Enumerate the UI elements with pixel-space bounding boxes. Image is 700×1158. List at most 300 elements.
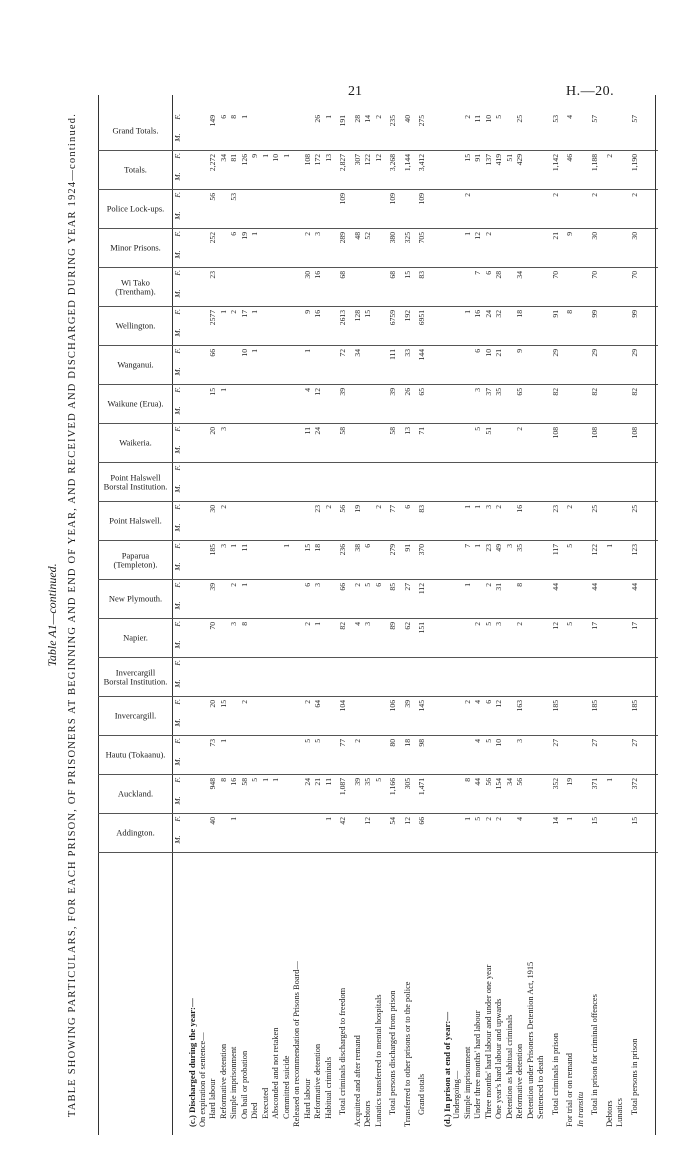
row-label: Total in prison for criminal offences xyxy=(590,994,599,1115)
value-cell: 185 xyxy=(208,544,217,556)
value-cell: 6 xyxy=(402,505,412,509)
value-cell: 15 xyxy=(462,154,472,162)
value-cell: 2 xyxy=(462,193,472,197)
row-label: On expiration of sentence— xyxy=(197,1032,207,1127)
row-label: Reformative detention xyxy=(313,1043,322,1119)
value-cell: 6 xyxy=(483,271,493,275)
value-cell: 16 xyxy=(313,271,322,279)
row-label: Total persons discharged from prison xyxy=(388,990,397,1115)
value-cell: 149 xyxy=(208,115,217,127)
value-cell: 39 xyxy=(352,778,362,786)
value-cell: 25 xyxy=(590,505,599,513)
column-header: Hautu (Tokaanu). xyxy=(105,750,166,761)
value-cell: 16 xyxy=(515,505,524,513)
value-cell: 151 xyxy=(417,622,426,634)
value-cell: 191 xyxy=(338,115,347,127)
sex-subheader: F. xyxy=(173,270,182,276)
value-cell: 82 xyxy=(590,388,599,396)
value-cell: 44 xyxy=(473,778,482,786)
sex-subheader: F. xyxy=(173,660,182,666)
value-cell: 289 xyxy=(338,232,347,244)
value-cell: 137 xyxy=(483,154,493,166)
value-cell: 8 xyxy=(565,310,574,314)
row-label: Lunatics transferred to mental hospitals xyxy=(373,994,383,1127)
value-cell: 23 xyxy=(208,271,217,279)
value-cell: 2 xyxy=(515,427,524,431)
value-cell: 2 xyxy=(373,115,383,119)
sex-subheader: M. xyxy=(173,250,182,259)
value-cell: 16 xyxy=(473,310,482,318)
value-cell: 72 xyxy=(338,349,347,357)
value-cell: 17 xyxy=(239,310,249,318)
value-cell: 51 xyxy=(483,427,493,435)
row-label: Hard labour xyxy=(208,1078,217,1119)
value-cell: 38 xyxy=(352,544,362,552)
value-cell: 27 xyxy=(590,739,599,747)
value-cell: 123 xyxy=(629,544,639,556)
value-cell: 34 xyxy=(504,778,514,786)
value-cell: 1 xyxy=(260,154,270,158)
sex-subheader: M. xyxy=(173,172,182,181)
value-cell: 5 xyxy=(483,622,493,626)
value-cell: 65 xyxy=(417,388,426,396)
value-cell: 71 xyxy=(417,427,426,435)
value-cell: 12 xyxy=(363,817,372,825)
page-number: 21 xyxy=(348,84,362,99)
value-cell: 19 xyxy=(239,232,249,240)
value-cell: 30 xyxy=(302,271,312,279)
value-cell: 128 xyxy=(352,310,362,322)
value-cell: 6 xyxy=(473,349,482,353)
value-cell: 3 xyxy=(515,739,524,743)
column-header: Waikune (Erua). xyxy=(107,399,164,410)
value-cell: 6 xyxy=(363,544,372,548)
value-cell: 3 xyxy=(218,544,228,548)
value-cell: 27 xyxy=(629,739,639,747)
value-cell: 372 xyxy=(629,778,639,790)
value-cell: 419 xyxy=(494,154,503,166)
value-cell: 2 xyxy=(323,505,333,509)
column-header: Addington. xyxy=(116,828,155,839)
value-cell: 12 xyxy=(313,388,322,396)
sex-subheader: M. xyxy=(173,289,182,298)
value-cell: 2 xyxy=(462,115,472,119)
value-cell: 2577 xyxy=(208,310,217,326)
value-cell: 34 xyxy=(515,271,524,279)
value-cell: 1,087 xyxy=(338,778,347,796)
value-cell: 2 xyxy=(302,232,312,236)
value-cell: 2 xyxy=(229,310,238,314)
value-cell: 11 xyxy=(302,427,312,435)
sex-subheader: M. xyxy=(173,484,182,493)
value-cell: 109 xyxy=(417,193,426,205)
value-cell: 8 xyxy=(229,115,238,119)
sex-subheader: M. xyxy=(173,328,182,337)
row-label: Total criminals in prison xyxy=(550,1033,560,1115)
value-cell: 24 xyxy=(313,427,322,435)
value-cell: 10 xyxy=(494,739,503,747)
value-cell: 33 xyxy=(402,349,412,357)
value-cell: 3 xyxy=(313,583,322,587)
value-cell: 13 xyxy=(323,154,333,162)
row-label: Three months' hard labour and under one year xyxy=(483,964,493,1119)
value-cell: 83 xyxy=(417,505,426,513)
column-header: Wi Tako (Trentham). xyxy=(115,277,156,297)
column-header: Wellington. xyxy=(115,321,156,332)
value-cell: 2613 xyxy=(338,310,347,326)
row-label: Total persons in prison xyxy=(629,1038,639,1115)
value-cell: 380 xyxy=(388,232,397,244)
value-cell: 19 xyxy=(352,505,362,513)
value-cell: 12 xyxy=(494,700,503,708)
value-cell: 82 xyxy=(550,388,560,396)
value-cell: 6 xyxy=(373,583,383,587)
value-cell: 305 xyxy=(402,778,412,790)
value-cell: 235 xyxy=(388,115,397,127)
column-header: Paparua (Templeton). xyxy=(113,550,158,570)
value-cell: 4 xyxy=(565,115,574,119)
row-label: Released on recommendation of Prisons Board— xyxy=(292,961,301,1127)
column-header: Invercargill Borstal Institution. xyxy=(103,667,168,687)
value-cell: 10 xyxy=(483,115,493,123)
row-label: Hard labour xyxy=(302,1078,312,1119)
value-cell: 8 xyxy=(239,622,249,626)
value-cell: 44 xyxy=(550,583,560,591)
value-cell: 39 xyxy=(388,388,397,396)
value-cell: 70 xyxy=(590,271,599,279)
value-cell: 126 xyxy=(239,154,249,166)
sex-subheader: F. xyxy=(173,426,182,432)
value-cell: 89 xyxy=(388,622,397,630)
section-heading: (c.) Discharged during the year:— xyxy=(187,998,197,1127)
value-cell: 11 xyxy=(323,778,333,786)
row-label: On bail or probation xyxy=(239,1050,249,1119)
value-cell: 3 xyxy=(504,544,514,548)
value-cell: 10 xyxy=(239,349,249,357)
row-label: Habitual criminals xyxy=(323,1056,333,1119)
value-cell: 31 xyxy=(494,583,503,591)
value-cell: 106 xyxy=(388,700,397,712)
value-cell: 1 xyxy=(250,310,259,314)
value-cell: 10 xyxy=(483,349,493,357)
value-cell: 1 xyxy=(218,310,228,314)
value-cell: 275 xyxy=(417,115,426,127)
value-cell: 1,190 xyxy=(629,154,639,172)
value-cell: 4 xyxy=(515,817,524,821)
value-cell: 1 xyxy=(302,349,312,353)
value-cell: 185 xyxy=(550,700,560,712)
value-cell: 5 xyxy=(565,544,574,548)
section-heading: (d.) In prison at end of year:— xyxy=(441,1011,452,1127)
value-cell: 1 xyxy=(462,583,472,587)
value-cell: 6951 xyxy=(417,310,426,326)
value-cell: 6 xyxy=(302,583,312,587)
sex-subheader: F. xyxy=(173,582,182,588)
sex-subheader: M. xyxy=(173,757,182,766)
value-cell: 15 xyxy=(302,544,312,552)
sex-subheader: F. xyxy=(173,543,182,549)
value-cell: 32 xyxy=(494,310,503,318)
value-cell: 42 xyxy=(338,817,347,825)
value-cell: 28 xyxy=(352,115,362,123)
value-cell: 37 xyxy=(483,388,493,396)
sex-subheader: F. xyxy=(173,738,182,744)
value-cell: 40 xyxy=(402,115,412,123)
sex-subheader: M. xyxy=(173,133,182,142)
sex-subheader: F. xyxy=(173,192,182,198)
table-rule xyxy=(98,95,99,1135)
value-cell: 1 xyxy=(281,544,291,548)
sex-subheader: M. xyxy=(173,679,182,688)
value-cell: 104 xyxy=(338,700,347,712)
sex-subheader: F. xyxy=(173,231,182,237)
value-cell: 25 xyxy=(629,505,639,513)
value-cell: 9 xyxy=(565,232,574,236)
value-cell: 66 xyxy=(208,349,217,357)
value-cell: 64 xyxy=(313,700,322,708)
value-cell: 11 xyxy=(473,115,482,123)
value-cell: 1 xyxy=(473,505,482,509)
value-cell: 4 xyxy=(352,622,362,626)
value-cell: 1 xyxy=(313,622,322,626)
value-cell: 108 xyxy=(550,427,560,439)
value-cell: 4 xyxy=(302,388,312,392)
value-cell: 307 xyxy=(352,154,362,166)
sex-subheader: M. xyxy=(173,796,182,805)
sex-subheader: M. xyxy=(173,445,182,454)
value-cell: 10 xyxy=(271,154,280,162)
value-cell: 3,268 xyxy=(388,154,397,172)
value-cell: 9 xyxy=(250,154,259,158)
document-reference: H.—20. xyxy=(566,84,615,99)
value-cell: 82 xyxy=(338,622,347,630)
value-cell: 91 xyxy=(550,310,560,318)
value-cell: 29 xyxy=(550,349,560,357)
value-cell: 53 xyxy=(229,193,238,201)
value-cell: 35 xyxy=(494,388,503,396)
value-cell: 8 xyxy=(515,583,524,587)
value-cell: 21 xyxy=(313,778,322,786)
value-cell: 1 xyxy=(229,817,238,821)
row-label: Detention under Prisoners Detention Act, 1915 xyxy=(525,961,535,1119)
value-cell: 1,166 xyxy=(388,778,397,796)
value-cell: 15 xyxy=(629,817,639,825)
value-cell: 70 xyxy=(550,271,560,279)
value-cell: 108 xyxy=(590,427,599,439)
value-cell: 108 xyxy=(302,154,312,166)
value-cell: 948 xyxy=(208,778,217,790)
value-cell: 117 xyxy=(550,544,560,556)
value-cell: 54 xyxy=(388,817,397,825)
value-cell: 6 xyxy=(229,232,238,236)
value-cell: 21 xyxy=(550,232,560,240)
value-cell: 98 xyxy=(417,739,426,747)
sex-subheader: F. xyxy=(173,348,182,354)
value-cell: 5 xyxy=(373,778,383,782)
value-cell: 144 xyxy=(417,349,426,361)
value-cell: 122 xyxy=(590,544,599,556)
value-cell: 2 xyxy=(373,505,383,509)
value-cell: 68 xyxy=(338,271,347,279)
value-cell: 12 xyxy=(550,622,560,630)
value-cell: 62 xyxy=(402,622,412,630)
value-cell: 24 xyxy=(302,778,312,786)
value-cell: 370 xyxy=(417,544,426,556)
value-cell: 17 xyxy=(629,622,639,630)
value-cell: 1 xyxy=(250,349,259,353)
value-cell: 29 xyxy=(629,349,639,357)
sex-subheader: F. xyxy=(173,504,182,510)
value-cell: 109 xyxy=(338,193,347,205)
sex-subheader: F. xyxy=(173,777,182,783)
row-label: Absconded and not retaken xyxy=(271,1027,280,1119)
value-cell: 39 xyxy=(402,700,412,708)
value-cell: 35 xyxy=(363,778,372,786)
table-title: TABLE SHOWING PARTICULARS, FOR EACH PRISON, OF PRISONERS AT BEGINNING AND END OF YEAR, AND RECEIVED AND DISCHARGED DURING YEAR 1924—continued. xyxy=(67,112,78,1118)
value-cell: 99 xyxy=(629,310,639,318)
value-cell: 66 xyxy=(417,817,426,825)
value-cell: 2 xyxy=(604,154,614,158)
column-header: Point Halswell Borstal Institution. xyxy=(103,472,168,492)
value-cell: 91 xyxy=(473,154,482,162)
value-cell: 5 xyxy=(494,115,503,119)
value-cell: 27 xyxy=(402,583,412,591)
value-cell: 2 xyxy=(239,700,249,704)
value-cell: 2 xyxy=(483,817,493,821)
value-cell: 56 xyxy=(338,505,347,513)
value-cell: 6 xyxy=(218,115,228,119)
value-cell: 2 xyxy=(483,583,493,587)
value-cell: 82 xyxy=(629,388,639,396)
value-cell: 6759 xyxy=(388,310,397,326)
sex-subheader: F. xyxy=(173,816,182,822)
value-cell: 1 xyxy=(218,739,228,743)
value-cell: 429 xyxy=(515,154,524,166)
value-cell: 108 xyxy=(629,427,639,439)
value-cell: 4 xyxy=(473,739,482,743)
value-cell: 1 xyxy=(462,232,472,236)
sex-subheader: F. xyxy=(173,465,182,471)
value-cell: 2 xyxy=(302,700,312,704)
value-cell: 3 xyxy=(473,388,482,392)
row-label: In transitu xyxy=(575,1091,585,1127)
value-cell: 2 xyxy=(218,505,228,509)
value-cell: 14 xyxy=(550,817,560,825)
value-cell: 3 xyxy=(229,622,238,626)
value-cell: 49 xyxy=(494,544,503,552)
sex-subheader: M. xyxy=(173,211,182,220)
value-cell: 68 xyxy=(388,271,397,279)
value-cell: 11 xyxy=(239,544,249,552)
value-cell: 2,827 xyxy=(338,154,347,172)
value-cell: 185 xyxy=(590,700,599,712)
value-cell: 192 xyxy=(402,310,412,322)
value-cell: 185 xyxy=(629,700,639,712)
value-cell: 2 xyxy=(590,193,599,197)
value-cell: 2 xyxy=(352,739,362,743)
value-cell: 2 xyxy=(462,700,472,704)
value-cell: 3 xyxy=(313,232,322,236)
value-cell: 7 xyxy=(473,271,482,275)
row-label: Lunatics xyxy=(615,1098,624,1127)
value-cell: 1,188 xyxy=(590,154,599,172)
value-cell: 18 xyxy=(515,310,524,318)
value-cell: 57 xyxy=(629,115,639,123)
value-cell: 5 xyxy=(302,739,312,743)
value-cell: 28 xyxy=(494,271,503,279)
value-cell: 1 xyxy=(260,778,270,782)
value-cell: 39 xyxy=(208,583,217,591)
value-cell: 91 xyxy=(402,544,412,552)
value-cell: 1,471 xyxy=(417,778,426,796)
value-cell: 5 xyxy=(313,739,322,743)
row-label: Acquitted and after remand xyxy=(352,1035,362,1127)
value-cell: 99 xyxy=(590,310,599,318)
column-header: Napier. xyxy=(123,633,148,644)
sex-subheader: M. xyxy=(173,718,182,727)
row-label: Sentenced to death xyxy=(536,1055,545,1119)
value-cell: 1,142 xyxy=(550,154,560,172)
value-cell: 56 xyxy=(515,778,524,786)
value-cell: 44 xyxy=(629,583,639,591)
row-label: Grand totals xyxy=(417,1073,426,1115)
value-cell: 112 xyxy=(417,583,426,595)
value-cell: 77 xyxy=(338,739,347,747)
value-cell: 56 xyxy=(208,193,217,201)
value-cell: 81 xyxy=(229,154,238,162)
value-cell: 23 xyxy=(483,544,493,552)
value-cell: 27 xyxy=(550,739,560,747)
value-cell: 5 xyxy=(250,778,259,782)
sex-subheader: M. xyxy=(173,835,182,844)
value-cell: 1 xyxy=(462,817,472,821)
value-cell: 5 xyxy=(363,583,372,587)
value-cell: 7 xyxy=(462,544,472,548)
value-cell: 2 xyxy=(229,583,238,587)
value-cell: 24 xyxy=(483,310,493,318)
table-label: Table A1—continued. xyxy=(45,563,59,667)
value-cell: 16 xyxy=(313,310,322,318)
value-cell: 8 xyxy=(462,778,472,782)
value-cell: 39 xyxy=(338,388,347,396)
sex-subheader: F. xyxy=(173,114,182,120)
sex-subheader: F. xyxy=(173,621,182,627)
row-label: Debtors xyxy=(363,1100,372,1127)
value-cell: 3,412 xyxy=(417,154,426,172)
value-cell: 279 xyxy=(388,544,397,556)
value-cell: 371 xyxy=(590,778,599,790)
row-label: Total criminals discharged to freedom xyxy=(338,987,347,1115)
value-cell: 3 xyxy=(494,622,503,626)
value-cell: 17 xyxy=(590,622,599,630)
column-header: Invercargill. xyxy=(114,711,157,722)
sex-subheader: M. xyxy=(173,601,182,610)
value-cell: 2,272 xyxy=(208,154,217,172)
column-header: Police Lock-ups. xyxy=(106,204,165,215)
value-cell: 3 xyxy=(483,505,493,509)
value-cell: 1 xyxy=(604,544,614,548)
value-cell: 2 xyxy=(550,193,560,197)
value-cell: 26 xyxy=(402,388,412,396)
value-cell: 30 xyxy=(208,505,217,513)
value-cell: 23 xyxy=(313,505,322,513)
value-cell: 122 xyxy=(363,154,372,166)
value-cell: 70 xyxy=(208,622,217,630)
table-rule xyxy=(655,95,656,1135)
rotated-table-sheet xyxy=(42,95,682,1135)
value-cell: 2 xyxy=(629,193,639,197)
value-cell: 1 xyxy=(271,778,280,782)
